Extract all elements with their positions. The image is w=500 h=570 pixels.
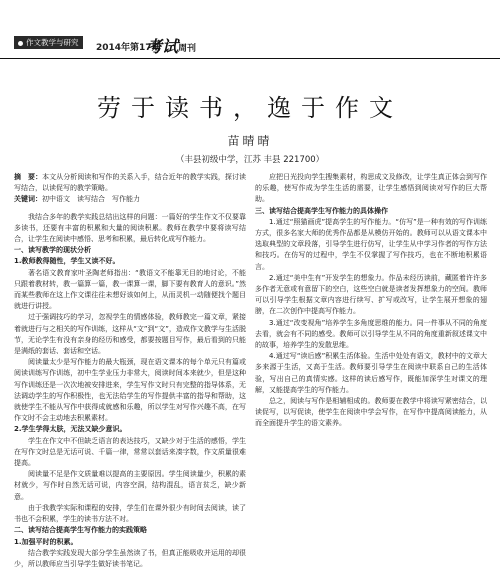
author-affiliation: （丰县初级中学，江苏 丰县 221700）	[175, 155, 325, 165]
body-paragraph: 4.通过写“读后感”积累生活体验。生活中处处有语文，教材中的文章大多来源于生活，又高于生活。教师要引导学生在阅读中联系自己的生活体验，写出自己的真情实感。这样的读后感写作，既能加深学生对课文的理解，又能提高学生的写作能力。	[255, 352, 487, 394]
section-heading: 1.加强平时的积累。	[14, 537, 78, 546]
magazine-name: 考试	[146, 37, 179, 56]
body-paragraph: 学生在作文中不但缺乏语言的表达技巧，又缺少对于生活的感悟，学生在写作文时总是无话可说、千篇一律，常常以套话来凑字数，作文质量很难提高。	[14, 436, 246, 468]
abstract-text: 初中语文 读写结合 写作能力	[42, 195, 140, 204]
right-column	[255, 172, 487, 430]
body-paragraph: 3.通过“改变视角”培养学生多角度思维的能力。同一件事从不同的角度去看，就会有不同的感受。教师可以引导学生从不同的角度重新叙述课文中的故事，培养学生的发散思维。	[255, 318, 487, 350]
section-heading: 二、读写结合提高学生写作能力的实践策略	[14, 526, 147, 535]
body-paragraph: 结合教学实践发现大部分学生虽然读了书，但真正能吸收并运用的却很少，所以教师应当引导学生做好读书笔记。	[14, 548, 246, 568]
left-column	[14, 172, 246, 570]
abstract-text: 本文从分析阅读和写作的关系入手，结合近年的教学实践，探讨读写结合，以读促写的教学策略。	[14, 173, 246, 193]
article-author: 苗晴晴	[227, 134, 273, 148]
abstract-line	[14, 172, 246, 194]
abstract-label: 关键词：	[14, 195, 42, 204]
body-paragraph: 著名语文教育家叶圣陶老师指出：“教语文不能靠无目的地讨论，不能只跟着教材转，教一篇算一篇，教一课算一课，脚下要有教育人的意识。”然而某些教师在这上作文课往往未想好该如何上，从而灵机一动随便找个题目就进行讲授。	[14, 268, 246, 311]
abstract-line	[14, 194, 246, 205]
body-paragraph: 由于我教学实际和课程的安排，学生们在课外很少有时间去阅读，读了书也不会积累，学生的读书方法不对。	[14, 503, 246, 524]
body-paragraph: 1.通过“照猫画虎”提高学生的写作能力。“仿写”是一种有效的写作训练方式，很多名家大师的优秀作品都是从模仿开始的。教师可以从语文课本中选取典型的文章段落，引导学生进行仿写，让学生从中学习作者的写作方法和技巧。在仿写的过程中，学生不仅掌握了写作技巧，也在不断地积累语言。	[255, 217, 487, 271]
section-label: 作文教学与研究	[26, 38, 79, 47]
article-title: 劳于读书，逸于作文	[97, 94, 403, 122]
section-heading: 三、读写结合提高学生写作能力的具体操作	[255, 206, 388, 215]
section-heading: 一、读写教学的现状分析	[14, 246, 91, 255]
body-paragraph: 2.通过“美中生有”开发学生的想象力。作品未经历读前，藏匿着许许多多作者无意或有意留下的空白，这些空白就是读者发挥想象力的空间。教师可以引导学生根据文章内容进行续写、扩写或改写，让学生展开想象的翅膀，在二次创作中提高写作能力。	[255, 273, 487, 316]
page-header	[0, 0, 500, 59]
section-tag	[14, 36, 83, 49]
body-paragraph: 总之，阅读与写作是相辅相成的。教师要在教学中将读写紧密结合，以读促写，以写促读，使学生在阅读中学会写作，在写作中提高阅读能力，从而全面提升学生的语文素养。	[255, 397, 487, 428]
body-paragraph: 阅读量太少是写作能力的最大瓶颈，现在语文课本的每个单元只有篇或阅读训练写作训练，初中生学业压力非常大，阅读时间本来就少，但是这种写作训练还是一次次地被安排进来，学生写作文时只有完整的指导体系，无法调动学生的写作积极性，也无法给学生的写作提供丰富的指导和帮助，这就使学生不能从写作中获得成就感和乐趣，所以学生对写作兴趣不高，在写作文时不会主动地去积累素材。	[14, 358, 246, 423]
magazine-suffix: 周刊	[178, 44, 197, 54]
body-paragraph: 过于强调技巧的学习，忽视学生的情感体验，教师教完一篇文章，紧接着就进行与之相关的写作训练，这样从“文”到“文”，造成作文教学与生活脱节，无论学生有没有亲身的经历和感受，都要按题目写作，最后看到的只能是满纸的套话、套话和空话。	[14, 313, 246, 356]
body-paragraph: 阅读量不足是作文质量难以提高的主要原因。学生阅读量少，积累的素材就少，写作时自然无话可说，内容空洞，结构混乱，语言贫乏，缺少新意。	[14, 470, 246, 501]
section-heading: 1.教师教得随性，学生又读不好。	[14, 257, 120, 266]
abstract-label: 摘 要：	[14, 173, 43, 181]
body-paragraph: 应把日光投向学生搜集素材，构思成文及修改，让学生真正体会到写作的乐趣，使写作成为学生生活的需要，让学生感悟到阅读对写作的巨大帮助。	[255, 173, 487, 204]
issue-number: 2014年第17期	[96, 43, 161, 53]
bullet-icon	[18, 41, 23, 46]
section-heading: 2.学生学得太肤，无法又缺少意识。	[14, 425, 127, 434]
body-paragraph: 我结合多年的教学实践总结出这样的问题：一篇好的学生作文不仅要靠多读书，还要有丰富的积累和大量的阅读积累。教师在教学中要将读写结合，让学生在阅读中感悟、思考和积累，最后转化成写作能力。	[14, 212, 246, 244]
